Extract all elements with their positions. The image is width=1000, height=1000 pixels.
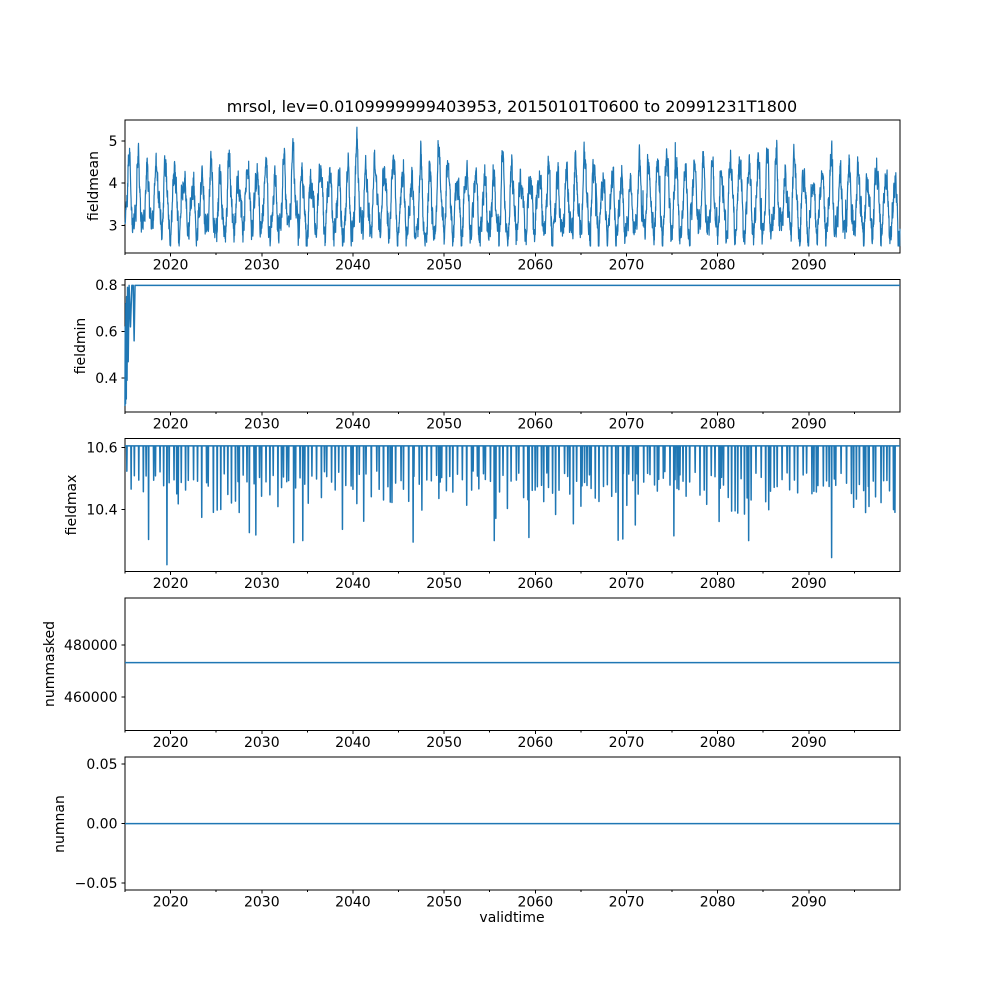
x-tick-label: 2020 [152, 257, 189, 274]
subplot-fieldmean [109, 120, 900, 273]
figure-title: mrsol, lev=0.0109999999403953, 20150101T0600 to 20991231T1800 [226, 97, 798, 116]
y-tick-label: 460000 [64, 689, 118, 706]
y-tick-label: 0.8 [95, 278, 118, 294]
x-tick-label: 2060 [517, 257, 554, 274]
x-tick-label: 2070 [608, 575, 645, 592]
ylabel-numnan: numnan [52, 795, 68, 853]
x-tick-label: 2090 [790, 257, 827, 274]
x-tick-label: 2080 [699, 416, 736, 433]
subplot-fieldmax [86, 439, 900, 592]
x-tick-label: 2050 [426, 735, 462, 752]
x-tick-label: 2050 [426, 257, 462, 274]
x-tick-label: 2050 [426, 416, 462, 433]
x-tick-label: 2030 [243, 575, 280, 592]
ylabel-fieldmax: fieldmax [64, 474, 80, 536]
subplot-nummasked [64, 598, 900, 751]
x-tick-label: 2080 [699, 894, 736, 911]
y-tick-label: 3 [108, 218, 118, 235]
x-tick-label: 2040 [335, 416, 371, 433]
x-tick-label: 2090 [790, 575, 827, 592]
x-tick-label: 2030 [243, 416, 280, 433]
y-tick-label: 0.05 [86, 757, 118, 774]
x-tick-label: 2090 [790, 735, 827, 752]
y-tick-label: 5 [108, 133, 118, 150]
x-tick-label: 2020 [152, 416, 189, 433]
x-tick-label: 2060 [517, 894, 554, 911]
x-tick-label: 2040 [335, 735, 371, 752]
ylabel-fieldmin: fieldmin [73, 317, 89, 375]
x-tick-label: 2040 [335, 894, 371, 911]
x-tick-label: 2060 [517, 416, 554, 433]
x-tick-label: 2020 [152, 575, 189, 592]
y-tick-label: 10.4 [86, 502, 118, 519]
series-line-fieldmax [125, 446, 900, 565]
x-tick-label: 2040 [335, 575, 371, 592]
x-tick-label: 2080 [699, 735, 736, 752]
y-tick-label: −0.05 [74, 876, 118, 893]
x-axis-label: validtime [479, 910, 545, 926]
subplot-numnan [75, 757, 900, 910]
series-line-fieldmean [125, 127, 900, 246]
x-tick-label: 2070 [608, 416, 645, 433]
x-tick-label: 2050 [426, 575, 462, 592]
y-tick-label: 4 [108, 176, 118, 193]
y-tick-label: 0.00 [86, 816, 118, 833]
axes-box [125, 279, 900, 412]
series-line-fieldmin [125, 285, 900, 406]
x-tick-label: 2070 [608, 257, 645, 274]
x-tick-label: 2020 [152, 735, 189, 752]
x-tick-label: 2050 [426, 894, 462, 911]
x-tick-label: 2020 [152, 894, 189, 911]
y-tick-label: 10.6 [86, 440, 118, 457]
y-tick-label: 480000 [64, 637, 118, 654]
x-tick-label: 2090 [790, 416, 827, 433]
x-tick-label: 2030 [243, 894, 280, 911]
x-tick-label: 2070 [608, 735, 645, 752]
x-tick-label: 2070 [608, 894, 645, 911]
x-tick-label: 2080 [699, 257, 736, 274]
x-tick-label: 2060 [517, 575, 554, 592]
x-tick-label: 2030 [243, 735, 280, 752]
axes-box [125, 598, 900, 731]
subplot-fieldmin [95, 278, 900, 433]
x-tick-label: 2080 [699, 575, 736, 592]
x-tick-label: 2040 [335, 257, 371, 274]
x-tick-label: 2060 [517, 735, 554, 752]
x-tick-label: 2030 [243, 257, 280, 274]
ylabel-nummasked: nummasked [42, 620, 58, 708]
y-tick-label: 0.6 [95, 324, 118, 341]
axes-box [125, 439, 900, 572]
x-tick-label: 2090 [790, 894, 827, 911]
ylabel-fieldmean: fieldmean [86, 151, 102, 221]
y-tick-label: 0.4 [95, 371, 118, 388]
